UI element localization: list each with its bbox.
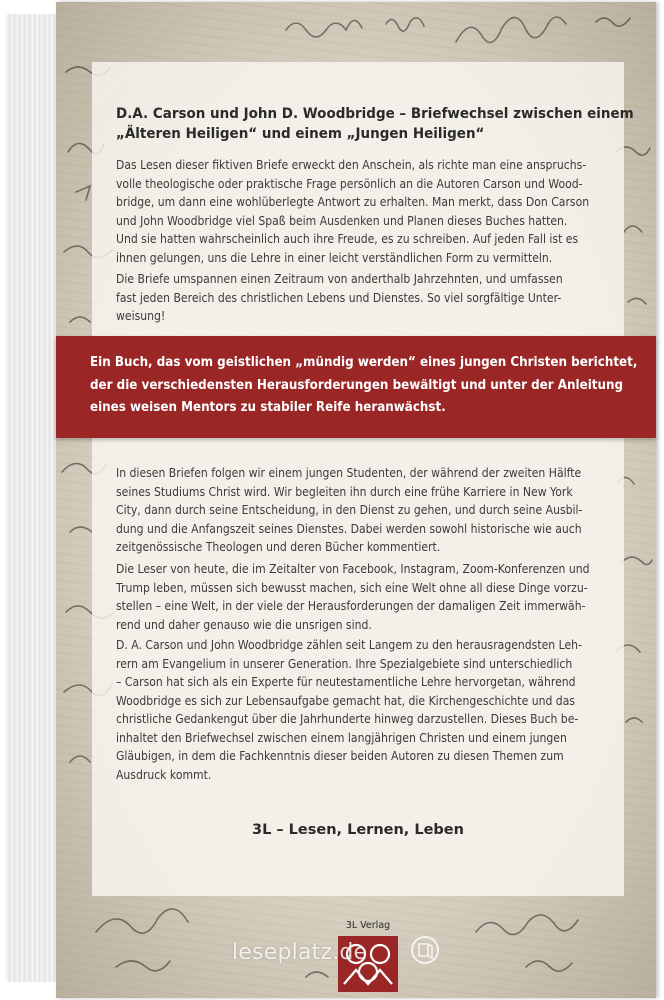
text-line: Gläubigen, in dem die Fachkenntnis dieser beiden Autoren zu diesen Themen zum <box>116 749 564 763</box>
text-line: ihnen gelungen, uns die Lehre in einer leicht verständlichen Form zu vermitteln. <box>116 250 553 265</box>
text-line: Die Briefe umspannen einen Zeitraum von anderthalb Jahrzehnten, und umfassen <box>116 272 563 286</box>
quote-line: der die verschiedensten Herausforderungen bewältigt und unter der Anleitung <box>90 377 624 393</box>
publisher-name: 3L Verlag <box>345 920 391 931</box>
intro-paragraph-2 <box>116 270 601 326</box>
text-line: Ausdruck kommt. <box>116 767 212 782</box>
text-line: volle theologische oder praktische Frage persönlich an die Autoren Carson und Wood- <box>116 176 583 191</box>
book-title-heading <box>116 104 634 144</box>
text-line: weisung! <box>116 309 166 323</box>
body-paragraph-3 <box>116 636 601 784</box>
text-line: bridge, um dann eine wohlüberlegte Antwort zu erhalten. Man merkt, dass Don Carson <box>116 195 590 209</box>
text-line: fast jeden Bereich des christlichen Lebens und Dienstes. So viel sorgfältige Unter- <box>116 290 562 305</box>
quote-line: eines weisen Mentors zu stabiler Reife heranwächst. <box>90 400 446 415</box>
text-line: christliche Gedankengut über die Jahrhunderte hinweg darzustellen. Dieses Buch be- <box>116 712 579 726</box>
text-line: City, dann durch seine Entscheidung, in den Dienst zu gehen, und durch seine Ausbil- <box>116 503 583 517</box>
text-line: In diesen Briefen folgen wir einem jungen Studenten, der während der zweiten Hälfte <box>116 466 582 480</box>
publisher-motto: 3L – Lesen, Lernen, Leben <box>252 822 464 838</box>
highlight-quote <box>90 352 638 420</box>
text-line: dung und die Anfangszeit seines Dienstes. Dabei werden sowohl historische wie auch <box>116 521 582 536</box>
text-line: rern am Evangelium in unserer Generation. Ihre Spezialgebiete sind unterschiedlich <box>116 656 573 671</box>
text-line: rend und daher genauso wie die unsrigen sind. <box>116 617 372 632</box>
text-line: und John Woodbridge viel Spaß beim Ausdenken und Planen dieses Buches hatten. <box>116 213 568 228</box>
book-watermark-icon <box>410 934 440 966</box>
watermark-text: leseplatz.de <box>232 940 368 965</box>
text-line: stellen – eine Welt, in der viele der Herausforderungen der damaligen Zeit immerwäh- <box>116 599 586 613</box>
text-line: Trump leben, müssen sich bewusst machen, sich eine Welt ohne all diese Dinge vorzu- <box>116 580 588 595</box>
text-line: Woodbridge es sich zur Lebensaufgabe gemacht hat, die Kirchengeschichte und das <box>116 693 576 708</box>
text-line: seines Studiums Christ wird. Wir begleiten ihn durch eine frühe Karriere in New York <box>116 484 573 499</box>
text-line: inhaltet den Briefwechsel zwischen einem langjährigen Christen und einem jungen <box>116 730 567 745</box>
body-paragraph-1 <box>116 464 601 557</box>
intro-paragraph <box>116 156 601 267</box>
text-line: – Carson hat sich als ein Experte für neutestamentliche Lehre hervorgetan, während <box>116 675 576 689</box>
heading-line: „Älteren Heiligen“ und einem „Jungen Heiligen“ <box>116 126 485 142</box>
text-line: Das Lesen dieser fiktiven Briefe erweckt den Anschein, als richte man eine anspruchs- <box>116 158 587 172</box>
text-line: zeitgenössische Theologen und deren Bücher kommentiert. <box>116 540 441 554</box>
text-line: Die Leser von heute, die im Zeitalter von Facebook, Instagram, Zoom-Konferenzen und <box>116 562 590 576</box>
quote-line: Ein Buch, das vom geistlichen „mündig werden“ eines jungen Christen berichtet, <box>90 355 638 370</box>
body-paragraph-2 <box>116 560 601 634</box>
text-line: Und sie hatten wahrscheinlich auch ihre Freude, es zu schreiben. Auf jeden Fall ist es <box>116 232 579 246</box>
text-line: D. A. Carson und John Woodbridge zählen seit Langem zu den herausragendsten Leh- <box>116 638 582 652</box>
heading-line: D.A. Carson und John D. Woodbridge – Briefwechsel zwischen einem <box>116 106 634 122</box>
